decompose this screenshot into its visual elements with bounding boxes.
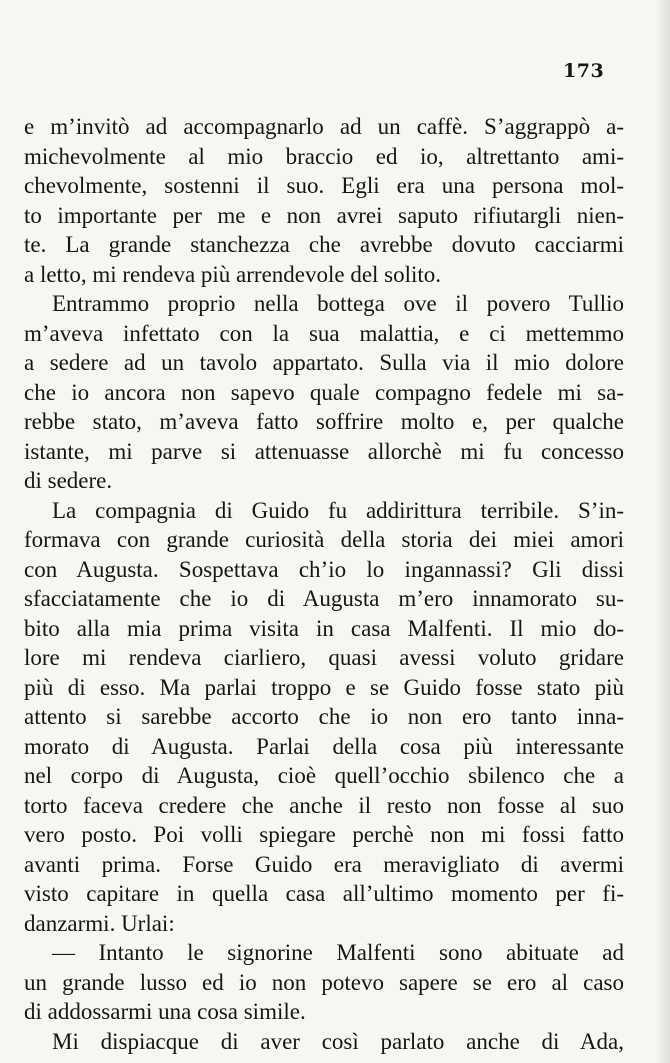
text-line: che io ancora non sapevo quale compagno fedele mi sa- <box>24 379 624 405</box>
text-line: m’aveva infettato con la sua malattia, e ci mettemmo <box>24 320 624 346</box>
text-line: La compagnia di Guido fu addirittura terribile. S’in- <box>52 497 624 523</box>
text-line: di addossarmi una cosa simile. <box>24 999 306 1024</box>
text-line: nel corpo di Augusta, cioè quell’occhio sbilenco che a <box>24 763 624 788</box>
text-line: bito alla mia prima visita in casa Malfenti. Il mio do- <box>24 615 624 641</box>
text-line: a letto, mi rendeva più arrendevole del solito. <box>24 261 442 287</box>
text-line: lore mi rendeva ciarliero, quasi avessi voluto gridare <box>24 645 624 670</box>
text-line: istante, mi parve si attenuasse allorchè mi fu concesso <box>24 438 624 464</box>
page-edge-shadow <box>656 0 670 1063</box>
text-line: to importante per me e non avrei saputo rifiutargli nien- <box>24 202 624 228</box>
text-line: sfacciatamente che io di Augusta m’ero innamorato su- <box>24 586 624 611</box>
text-line: formava con grande curiosità della storia dei miei amori <box>24 527 624 552</box>
text-line: e m’invitò ad accompagnarlo ad un caffè. S’aggrappò a- <box>24 114 624 139</box>
text-line: un grande lusso ed io non potevo sapere se ero al caso <box>24 969 624 995</box>
body-text <box>24 112 624 1056</box>
text-line: danzarmi. Urlai: <box>24 910 175 936</box>
text-line: rebbe stato, m’aveva fatto soffrire molto e, per qualche <box>24 409 624 434</box>
text-line: Entrammo proprio nella bottega ove il povero Tullio <box>52 291 624 316</box>
text-line: visto capitare in quella casa all’ultimo momento per fi- <box>24 881 624 906</box>
page-number: 173 <box>563 60 605 82</box>
text-line: chevolmente, sostenni il suo. Egli era una persona mol- <box>24 173 624 198</box>
text-line: attento si sarebbe accorto che io non ero tanto inna- <box>24 704 624 729</box>
text-line: — Intanto le signorine Malfenti sono abituate ad <box>52 940 624 965</box>
text-line: vero posto. Poi volli spiegare perchè non mi fossi fatto <box>24 822 624 847</box>
text-line: di sedere. <box>24 468 113 493</box>
text-line: con Augusta. Sospettava ch’io lo ingannassi? Gli dissi <box>24 556 624 582</box>
text-line: te. La grande stanchezza che avrebbe dovuto cacciarmi <box>24 232 624 257</box>
text-line: michevolmente al mio braccio ed io, altrettanto ami- <box>24 143 624 169</box>
text-line: più di esso. Ma parlai troppo e se Guido fosse stato più <box>24 674 624 700</box>
text-line: morato di Augusta. Parlai della cosa più interessante <box>24 733 624 759</box>
text-line: avanti prima. Forse Guido era meravigliato di avermi <box>24 851 624 877</box>
text-line: torto faceva credere che anche il resto non fosse al suo <box>24 792 624 818</box>
text-line: Mi dispiacque di aver così parlato anche di Ada, <box>52 1028 624 1054</box>
text-line: a sedere ad un tavolo appartato. Sulla via il mio dolore <box>24 350 624 375</box>
